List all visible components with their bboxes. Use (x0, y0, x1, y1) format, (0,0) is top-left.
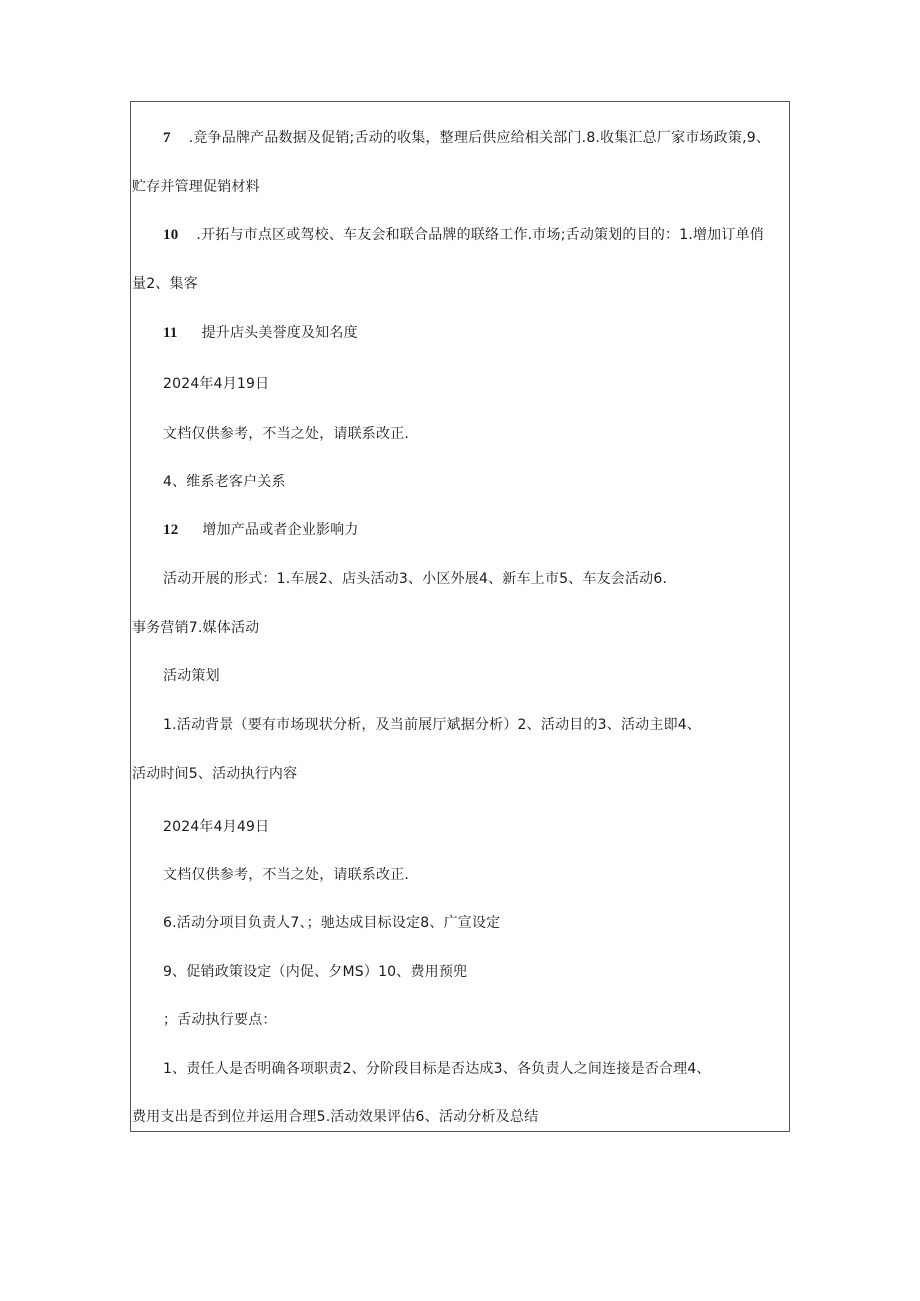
line-text: 活动开展的形式：1.车展2、店头活动3、小区外展4、新车上市5、车友会活动6. (163, 571, 668, 587)
text-line (132, 275, 198, 293)
text-line (163, 129, 770, 147)
line-text: .开拓与市点区或驾校、车友会和联合品牌的联络工作.市场;舌动策划的目的：1.增加订单俏 (196, 227, 764, 243)
line-text: ；舌动执行要点： (163, 1012, 277, 1028)
line-text: 文档仅供参考，不当之处，请联系改正. (163, 426, 410, 442)
text-line (163, 866, 409, 884)
date-line (163, 375, 269, 393)
text-line (163, 716, 701, 734)
text-line (163, 667, 220, 685)
line-text: 活动策划 (163, 668, 220, 684)
list-number: 7 (163, 130, 171, 146)
line-text: 1、责任人是否明确各项职责2、分阶段目标是否达成3、各负责人之间连接是否合理4、 (163, 1061, 711, 1077)
list-number: 12 (163, 522, 179, 538)
line-text: 活动时间5、活动执行内容 (132, 766, 298, 782)
text-line (163, 963, 467, 981)
line-text: 6.活动分项目负责人7、；驰达成目标设定8、广宣设定 (163, 915, 501, 931)
text-line (132, 1108, 538, 1126)
text-line (132, 619, 259, 637)
line-text: 事务营销7.媒体活动 (132, 620, 260, 636)
text-line (163, 473, 286, 491)
line-text: 9、促销政策设定（内促、夕MS）10、费用预兜 (163, 964, 468, 980)
list-number: 11 (163, 325, 178, 341)
line-text: 提升店头美誉度及知名度 (201, 325, 358, 341)
list-number: 10 (163, 227, 179, 243)
line-text: 文档仅供参考，不当之处，请联系改正. (163, 867, 410, 883)
text-line (163, 570, 667, 588)
date-text: 2024年4月49日 (163, 819, 270, 835)
line-text: 贮存并管理促销材料 (132, 179, 260, 195)
text-line (163, 1011, 277, 1029)
line-text: 量2、集客 (132, 276, 198, 292)
text-line (163, 1060, 711, 1078)
line-text: 4、维系老客户关系 (163, 474, 286, 490)
text-line (163, 324, 358, 342)
text-line (163, 914, 500, 932)
date-text: 2024年4月19日 (163, 376, 270, 392)
text-line (163, 226, 764, 244)
text-line (132, 178, 260, 196)
line-text: .竞争品牌产品数据及促销;舌动的收集，整理后供应给相关部门.8.收集汇总厂家市场政策,9、 (188, 130, 771, 146)
line-text: 1.活动背景（要有市场现状分析，及当前展厅斌据分析）2、活动目的3、活动主即4、 (163, 717, 702, 733)
text-line (132, 765, 297, 783)
line-text: 费用支出是否到位并运用合理5.活动效果评估6、活动分析及总结 (132, 1109, 539, 1125)
text-line (163, 521, 359, 539)
line-text: 增加产品或者企业影响力 (202, 522, 359, 538)
text-line (163, 425, 409, 443)
date-line (163, 818, 269, 836)
